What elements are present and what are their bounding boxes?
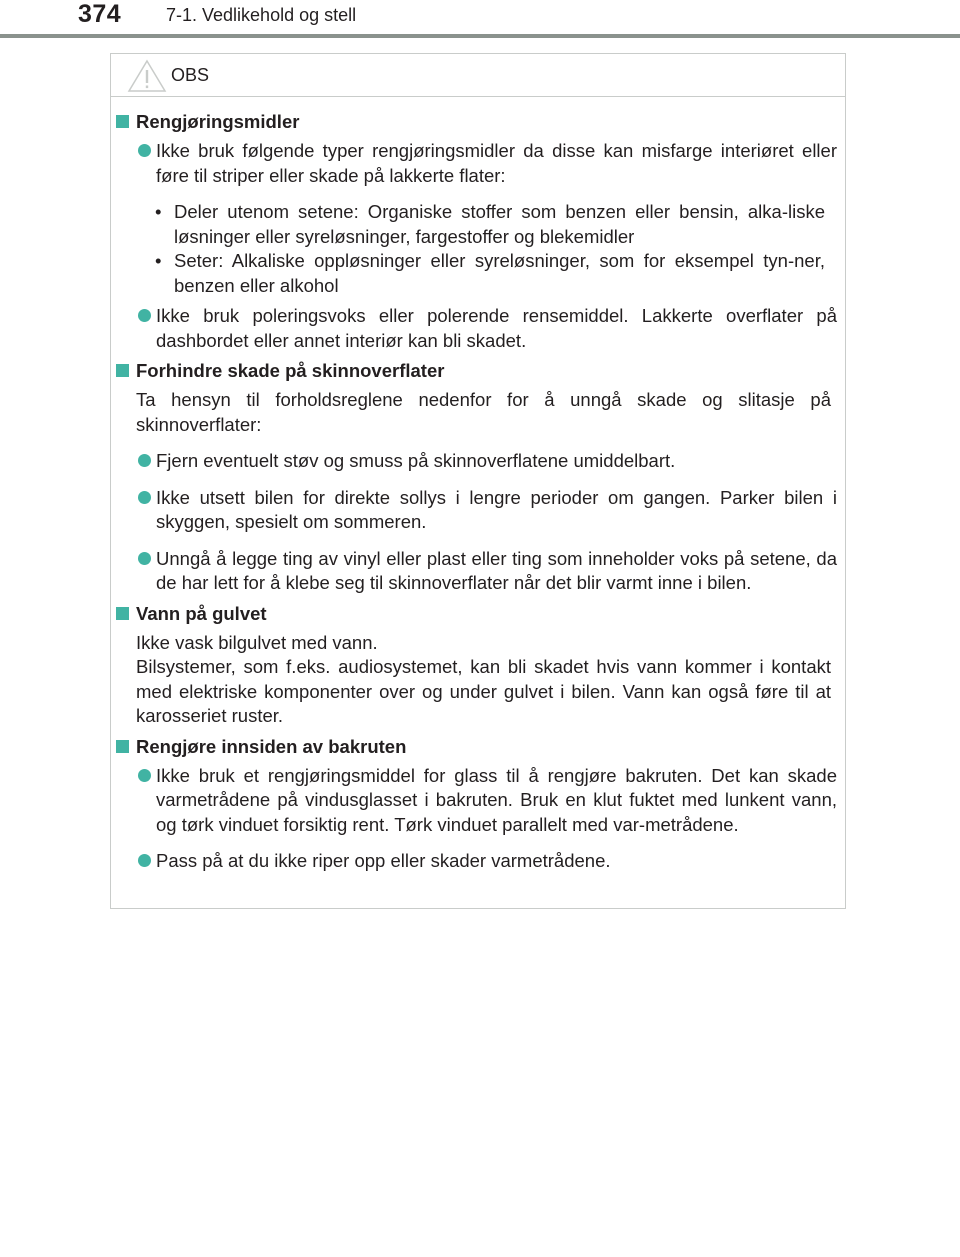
list-item (111, 449, 845, 474)
square-bullet-icon (116, 115, 129, 128)
list-item-text: Ikke utsett bilen for direkte sollys i lengre perioder om gangen. Parker bilen i skyggen, spesielt om sommeren. (156, 486, 837, 532)
list-item (111, 764, 845, 838)
round-bullet-icon (138, 309, 151, 322)
list-item-text: Fjern eventuelt støv og smuss på skinnoverflatene umiddelbart. (156, 450, 676, 471)
caution-box (110, 53, 846, 909)
round-bullet-icon (138, 491, 151, 504)
list-item (111, 547, 845, 596)
caution-header (111, 54, 845, 97)
list-item (111, 139, 845, 188)
square-bullet-icon (116, 607, 129, 620)
square-bullet-icon (116, 364, 129, 377)
round-bullet-icon (138, 454, 151, 467)
section-heading (111, 735, 845, 759)
list-item-text: Ikke bruk poleringsvoks eller polerende rensemiddel. Lakkerte overflater på dashbordet eller annet interiør kan bli skadet. (156, 305, 837, 351)
caution-label: OBS (171, 65, 210, 85)
page-header (0, 0, 960, 40)
round-bullet-icon (138, 144, 151, 157)
page-number: 374 (78, 0, 122, 28)
sub-bullet-mark: • (155, 250, 162, 271)
warning-triangle-icon (127, 59, 167, 93)
header-rule (0, 34, 960, 38)
round-bullet-icon (138, 769, 151, 782)
paragraph: Bilsystemer, som f.eks. audiosystemet, kan bli skadet hvis vann kommer i kontakt med elektriske komponenter over og under gulvet i bilen. Vann kan også føre til at karosseriet ruster. (136, 656, 831, 726)
round-bullet-icon (138, 552, 151, 565)
heading-text: Rengjøre innsiden av bakruten (136, 735, 407, 757)
sub-list-item (111, 249, 845, 298)
list-item-text: Ikke bruk et rengjøringsmiddel for glass til å rengjøre bakruten. Det kan skade varmetrådene på vindusglasset i bakruten. Bruk en klut fuktet med lunkent vann, og tørk vinduet forsiktig rent. Tørk vinduet parallelt med var-metrådene. (156, 764, 837, 835)
heading-text: Rengjøringsmidler (136, 111, 300, 132)
list-item (111, 849, 845, 874)
heading-text: Forhindre skade på skinnoverflater (136, 360, 445, 381)
section-title: 7-1. Vedlikehold og stell (166, 5, 357, 25)
round-bullet-icon (138, 854, 151, 867)
list-item (111, 304, 845, 353)
sub-list-item (111, 200, 845, 249)
caution-body (111, 110, 845, 880)
section-heading (111, 359, 845, 383)
heading-text: Vann på gulvet (136, 602, 267, 624)
paragraph (111, 631, 845, 656)
list-item-text: Ikke bruk følgende typer rengjøringsmidler da disse kan misfarge interiøret eller føre til striper eller skade på lakkerte flater: (156, 140, 837, 186)
sub-list-item-text: Seter: Alkaliske oppløsninger eller syreløsninger, som for eksempel tyn-ner, benzen eller alkohol (174, 250, 825, 296)
sub-list-item-text: Deler utenom setene: Organiske stoffer som benzen eller bensin, alka-liske løsninger eller syreløsninger, fargestoffer og blekemidler (174, 201, 825, 247)
section-heading (111, 110, 845, 134)
list-item-text: Pass på at du ikke riper opp eller skader varmetrådene. (156, 850, 611, 871)
list-item-text: Unngå å legge ting av vinyl eller plast eller ting som inneholder voks på setene, da de har lett for å klebe seg til skinnoverflater når det blir varmt inne i bilen. (156, 547, 837, 593)
paragraph: Ta hensyn til forholdsreglene nedenfor for å unngå skade og slitasje på skinnoverflater: (136, 389, 831, 435)
section-heading (111, 602, 845, 626)
sub-bullet-mark: • (155, 201, 162, 222)
list-item (111, 486, 845, 535)
square-bullet-icon (116, 740, 129, 753)
paragraph-line: Ikke vask bilgulvet med vann. (136, 631, 378, 653)
